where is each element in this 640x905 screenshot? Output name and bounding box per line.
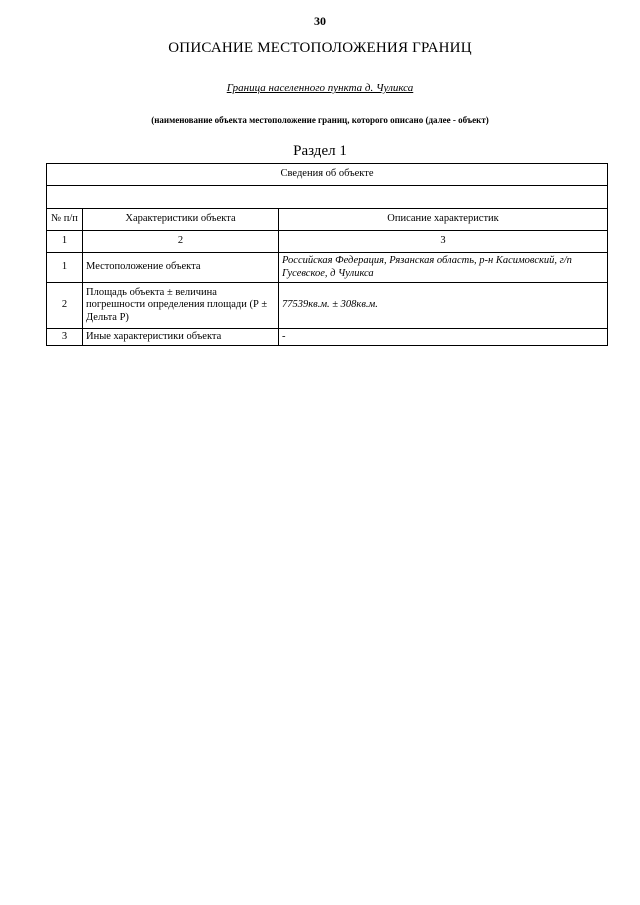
object-name bbox=[0, 82, 640, 94]
object-name-text: Граница населенного пункта д. Чуликса bbox=[226, 82, 414, 94]
header-cell-number: № п/п bbox=[47, 209, 83, 231]
page-number: 30 bbox=[314, 14, 326, 28]
row-number: 2 bbox=[47, 283, 83, 329]
table-empty-row bbox=[47, 186, 608, 209]
row-characteristic: Иные характеристики объекта bbox=[83, 329, 279, 346]
table-header-row bbox=[47, 209, 608, 231]
table-caption: Сведения об объекте bbox=[47, 164, 608, 186]
row-number: 3 bbox=[47, 329, 83, 346]
row-description: - bbox=[279, 329, 608, 346]
row-description: 77539кв.м. ± 308кв.м. bbox=[279, 283, 608, 329]
table-row bbox=[47, 253, 608, 283]
numbering-cell: 3 bbox=[279, 231, 608, 253]
table-empty-cell bbox=[47, 186, 608, 209]
numbering-cell: 1 bbox=[47, 231, 83, 253]
section-title: Раздел 1 bbox=[293, 143, 347, 159]
table-row bbox=[47, 283, 608, 329]
row-characteristic: Местоположение объекта bbox=[83, 253, 279, 283]
header-cell-description: Описание характеристик bbox=[279, 209, 608, 231]
numbering-cell: 2 bbox=[83, 231, 279, 253]
table-caption-row bbox=[47, 164, 608, 186]
table-numbering-row bbox=[47, 231, 608, 253]
row-number: 1 bbox=[47, 253, 83, 283]
object-caption: (наименование объекта местоположение границ, которого описано (далее - объект) bbox=[151, 115, 489, 125]
table-row bbox=[47, 329, 608, 346]
object-info-table bbox=[46, 163, 608, 346]
row-characteristic: Площадь объекта ± величина погрешности определения площади (Р ± Дельта Р) bbox=[83, 283, 279, 329]
header-cell-characteristic: Характеристики объекта bbox=[83, 209, 279, 231]
row-description: Российская Федерация, Рязанская область, р-н Касимовский, г/п Гусевское, д Чуликса bbox=[279, 253, 608, 283]
document-title: ОПИСАНИЕ МЕСТОПОЛОЖЕНИЯ ГРАНИЦ bbox=[168, 40, 472, 56]
